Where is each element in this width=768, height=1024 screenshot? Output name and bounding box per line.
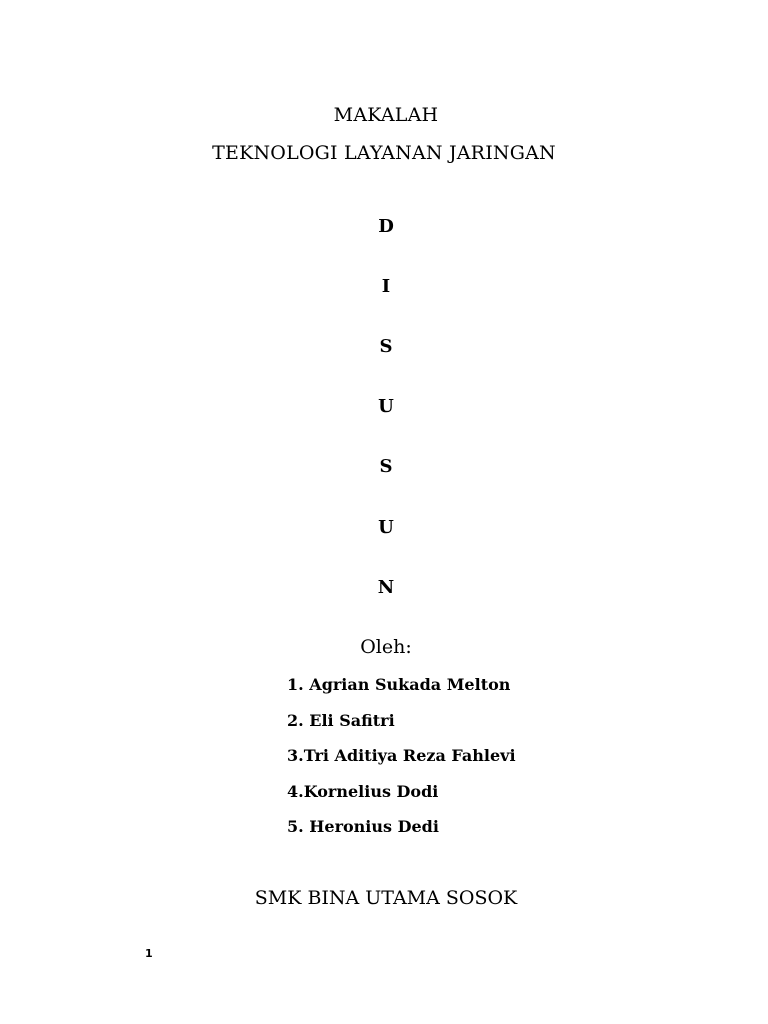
author-list (287, 672, 516, 850)
author-item: 2. Eli Safitri (287, 710, 395, 730)
author-item: 5. Heronius Dedi (287, 817, 439, 836)
author-item: 4.Kornelius Dodi (287, 781, 439, 801)
vertical-letter-s: S (379, 336, 393, 357)
vertical-letter-u: U (378, 396, 394, 417)
vertical-letter-n: N (377, 577, 395, 598)
author-item: 3.Tri Aditiya Reza Fahlevi (287, 746, 516, 765)
vertical-letter-s-2: S (379, 456, 393, 477)
page-number: 1 (145, 947, 153, 960)
by-label: Oleh: (360, 636, 412, 658)
subtitle: TEKNOLOGI LAYANAN JARINGAN (212, 142, 556, 164)
vertical-letter-d: D (378, 216, 394, 237)
author-item: 1. Agrian Sukada Melton (287, 675, 511, 694)
vertical-letter-i: I (381, 276, 391, 297)
vertical-letter-u-2: U (378, 517, 394, 538)
heading: MAKALAH (333, 104, 439, 126)
school-name: SMK BINA UTAMA SOSOK (254, 887, 518, 909)
